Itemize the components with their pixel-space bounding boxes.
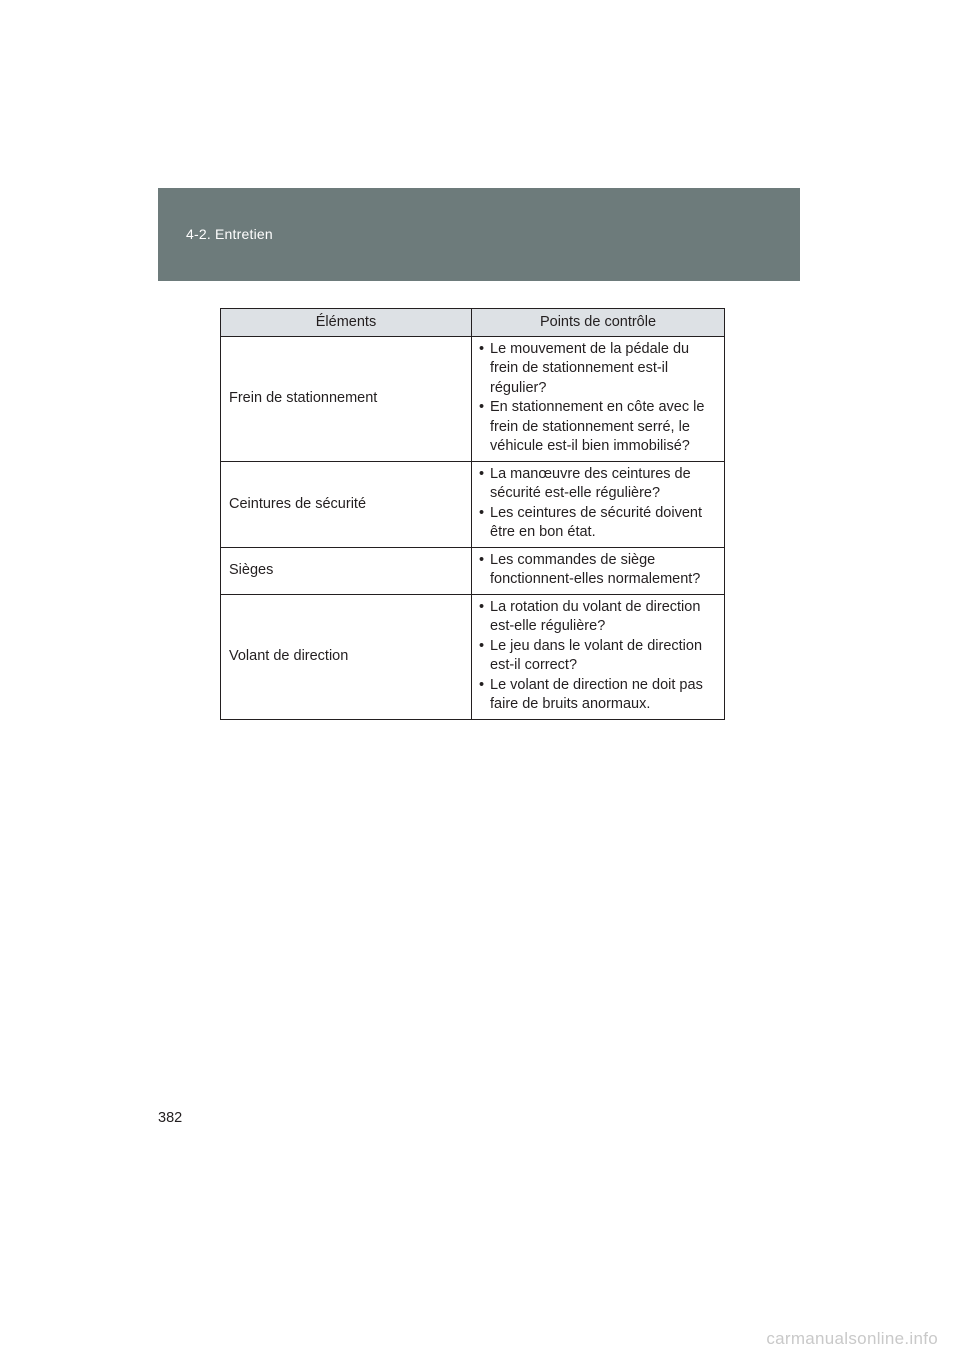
page-number: 382: [158, 1110, 183, 1126]
checkpoint-item: • Les commandes de siège fonctionnent-elles normalement?: [479, 551, 701, 587]
checkpoint-item: • Le volant de direction ne doit pas faire de bruits anormaux.: [479, 676, 703, 712]
row-checkpoints: [472, 462, 725, 548]
checkpoint-item: • Le jeu dans le volant de direction est-il correct?: [479, 637, 703, 673]
row-item-label: Frein de stationnement: [221, 337, 472, 462]
column-header-items: Éléments: [221, 309, 472, 337]
row-item-label: Ceintures de sécurité: [221, 462, 472, 548]
row-item-label: Volant de direction: [221, 595, 472, 720]
row-checkpoints: [472, 548, 725, 595]
table-row: [221, 462, 725, 548]
section-label: 4-2. Entretien: [186, 226, 273, 242]
checkpoint-item: • La manœuvre des ceintures de sécurité est-elle régulière?: [479, 465, 691, 501]
watermark: carmanualsonline.info: [766, 1329, 938, 1348]
row-checkpoints: [472, 337, 725, 462]
table-header-row: [221, 309, 725, 337]
row-item-label: Sièges: [221, 548, 472, 595]
checkpoint-item: • Les ceintures de sécurité doivent être en bon état.: [479, 504, 702, 540]
table-row: [221, 595, 725, 720]
table-row: [221, 337, 725, 462]
checkpoint-item: • En stationnement en côte avec le frein de stationnement serré, le véhicule est-il bien immobilisé?: [479, 399, 705, 454]
row-checkpoints: [472, 595, 725, 720]
column-header-checkpoints: Points de contrôle: [472, 309, 725, 337]
section-header-band: [158, 188, 800, 281]
table-row: [221, 548, 725, 595]
checkpoint-item: • Le mouvement de la pédale du frein de stationnement est-il régulier?: [479, 340, 690, 396]
inspection-table: [220, 308, 725, 720]
checkpoint-item: • La rotation du volant de direction est-elle régulière?: [479, 598, 701, 634]
